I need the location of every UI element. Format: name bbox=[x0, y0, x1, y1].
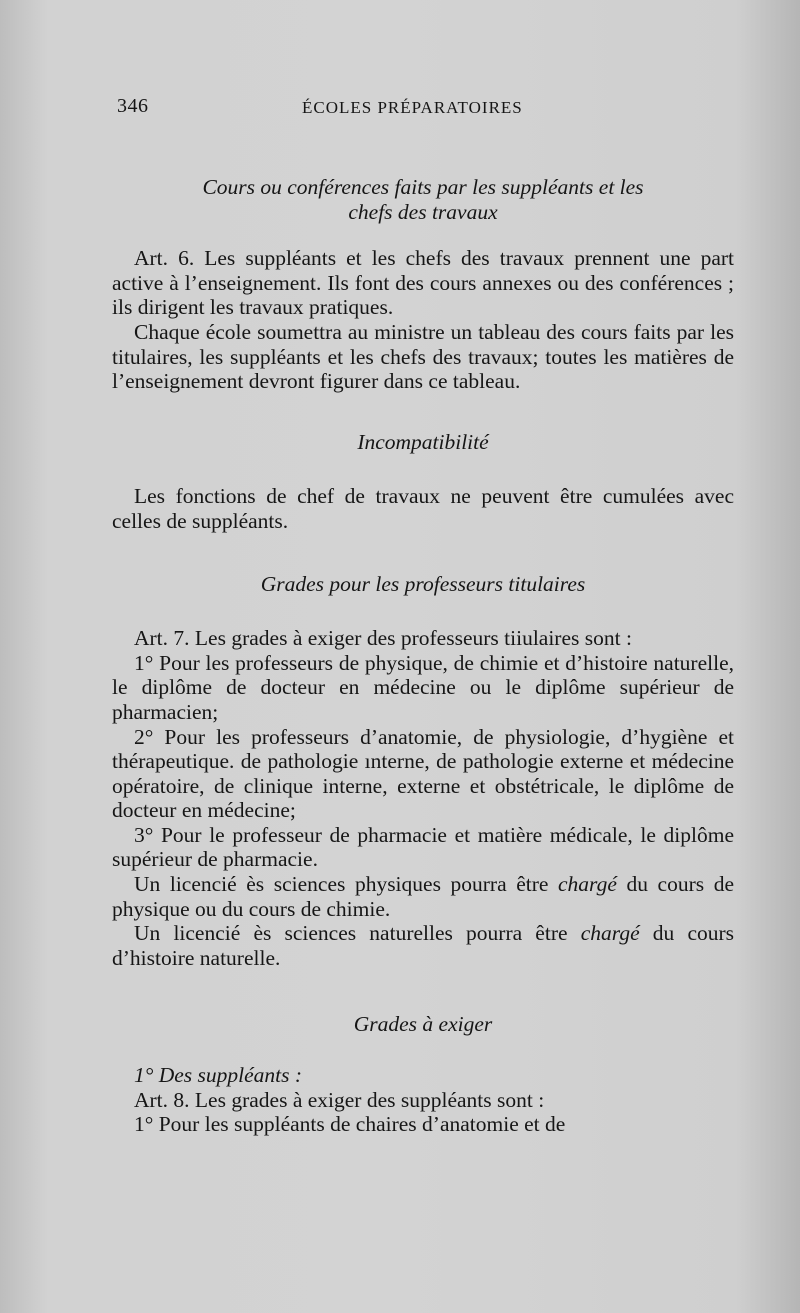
licencie1-text-a: Un licencié ès sciences physiques pourra être bbox=[134, 872, 549, 897]
licencie-naturelles-paragraph bbox=[112, 921, 734, 970]
licencie2-text-c: du cours d’histoire naturelle. bbox=[112, 921, 735, 970]
section-heading-cours bbox=[112, 175, 734, 224]
page-body bbox=[112, 175, 734, 1137]
licencie-physique-paragraph bbox=[112, 872, 734, 921]
art7-item-1: 1° Pour les professeurs de physique, de chimie et d’histoire naturelle, le diplôme de docteur en médecine ou le diplôme supérieur de pharmacien; bbox=[112, 650, 734, 724]
section-heading-grades-titulaires: Grades pour les professeurs titulaires bbox=[260, 571, 586, 596]
page-number: 346 bbox=[117, 95, 149, 117]
heading-line-1: Cours ou conférences faits par les suppléants et les bbox=[202, 175, 644, 199]
art6-paragraph-2: Chaque école soumettra au ministre un tableau des cours faits par les titulaires, les suppléants et les chefs des travaux; toutes les matières de l’enseignement devront figurer dans ce tableau. bbox=[112, 319, 734, 394]
art8-paragraph: Art. 8. Les grades à exiger des suppléants sont : bbox=[134, 1087, 545, 1112]
licencie1-text-b: chargé bbox=[558, 872, 617, 897]
licencie2-text-b: chargé bbox=[580, 921, 640, 946]
running-title: ÉCOLES PRÉPARATOIRES bbox=[302, 98, 523, 117]
art8-item-1: 1° Pour les suppléants de chaires d’anatomie et de bbox=[134, 1112, 566, 1137]
section-heading-incompatibilite: Incompatibilité bbox=[357, 429, 489, 454]
heading-line-2: chefs des travaux bbox=[348, 199, 498, 224]
art6-paragraph: Art. 6. Les suppléants et les chefs des travaux prennent une part active à l’enseignement. Ils font des cours annexes ou des conférences ; ils dirigent les travaux pratiques. bbox=[112, 246, 734, 320]
art7-item-3: 3° Pour le professeur de pharmacie et matière médicale, le diplôme supérieur de pharmacie. bbox=[112, 822, 734, 872]
art7-item-2: 2° Pour les professeurs d’anatomie, de physiologie, d’hygiène et thérapeutique. de pathologie ınterne, de pathologie externe et médecine opératoire, de clinique interne, externe et obstétricale, le diplôme de docteur en médecine; bbox=[112, 724, 734, 823]
licencie1-text-c: du cours de physique ou du cours de chimie. bbox=[112, 872, 734, 921]
licencie2-text-a: Un licencié ès sciences naturelles pourra être bbox=[134, 921, 568, 946]
art7-paragraph: Art. 7. Les grades à exiger des professeurs tiiulaires sont : bbox=[134, 626, 632, 651]
incompatibilite-paragraph: Les fonctions de chef de travaux ne peuvent être cumulées avec celles de suppléants. bbox=[112, 484, 734, 533]
suppleants-subheading: 1° Des suppléants : bbox=[134, 1063, 303, 1088]
section-heading-grades-a-exiger: Grades à exiger bbox=[353, 1012, 493, 1037]
